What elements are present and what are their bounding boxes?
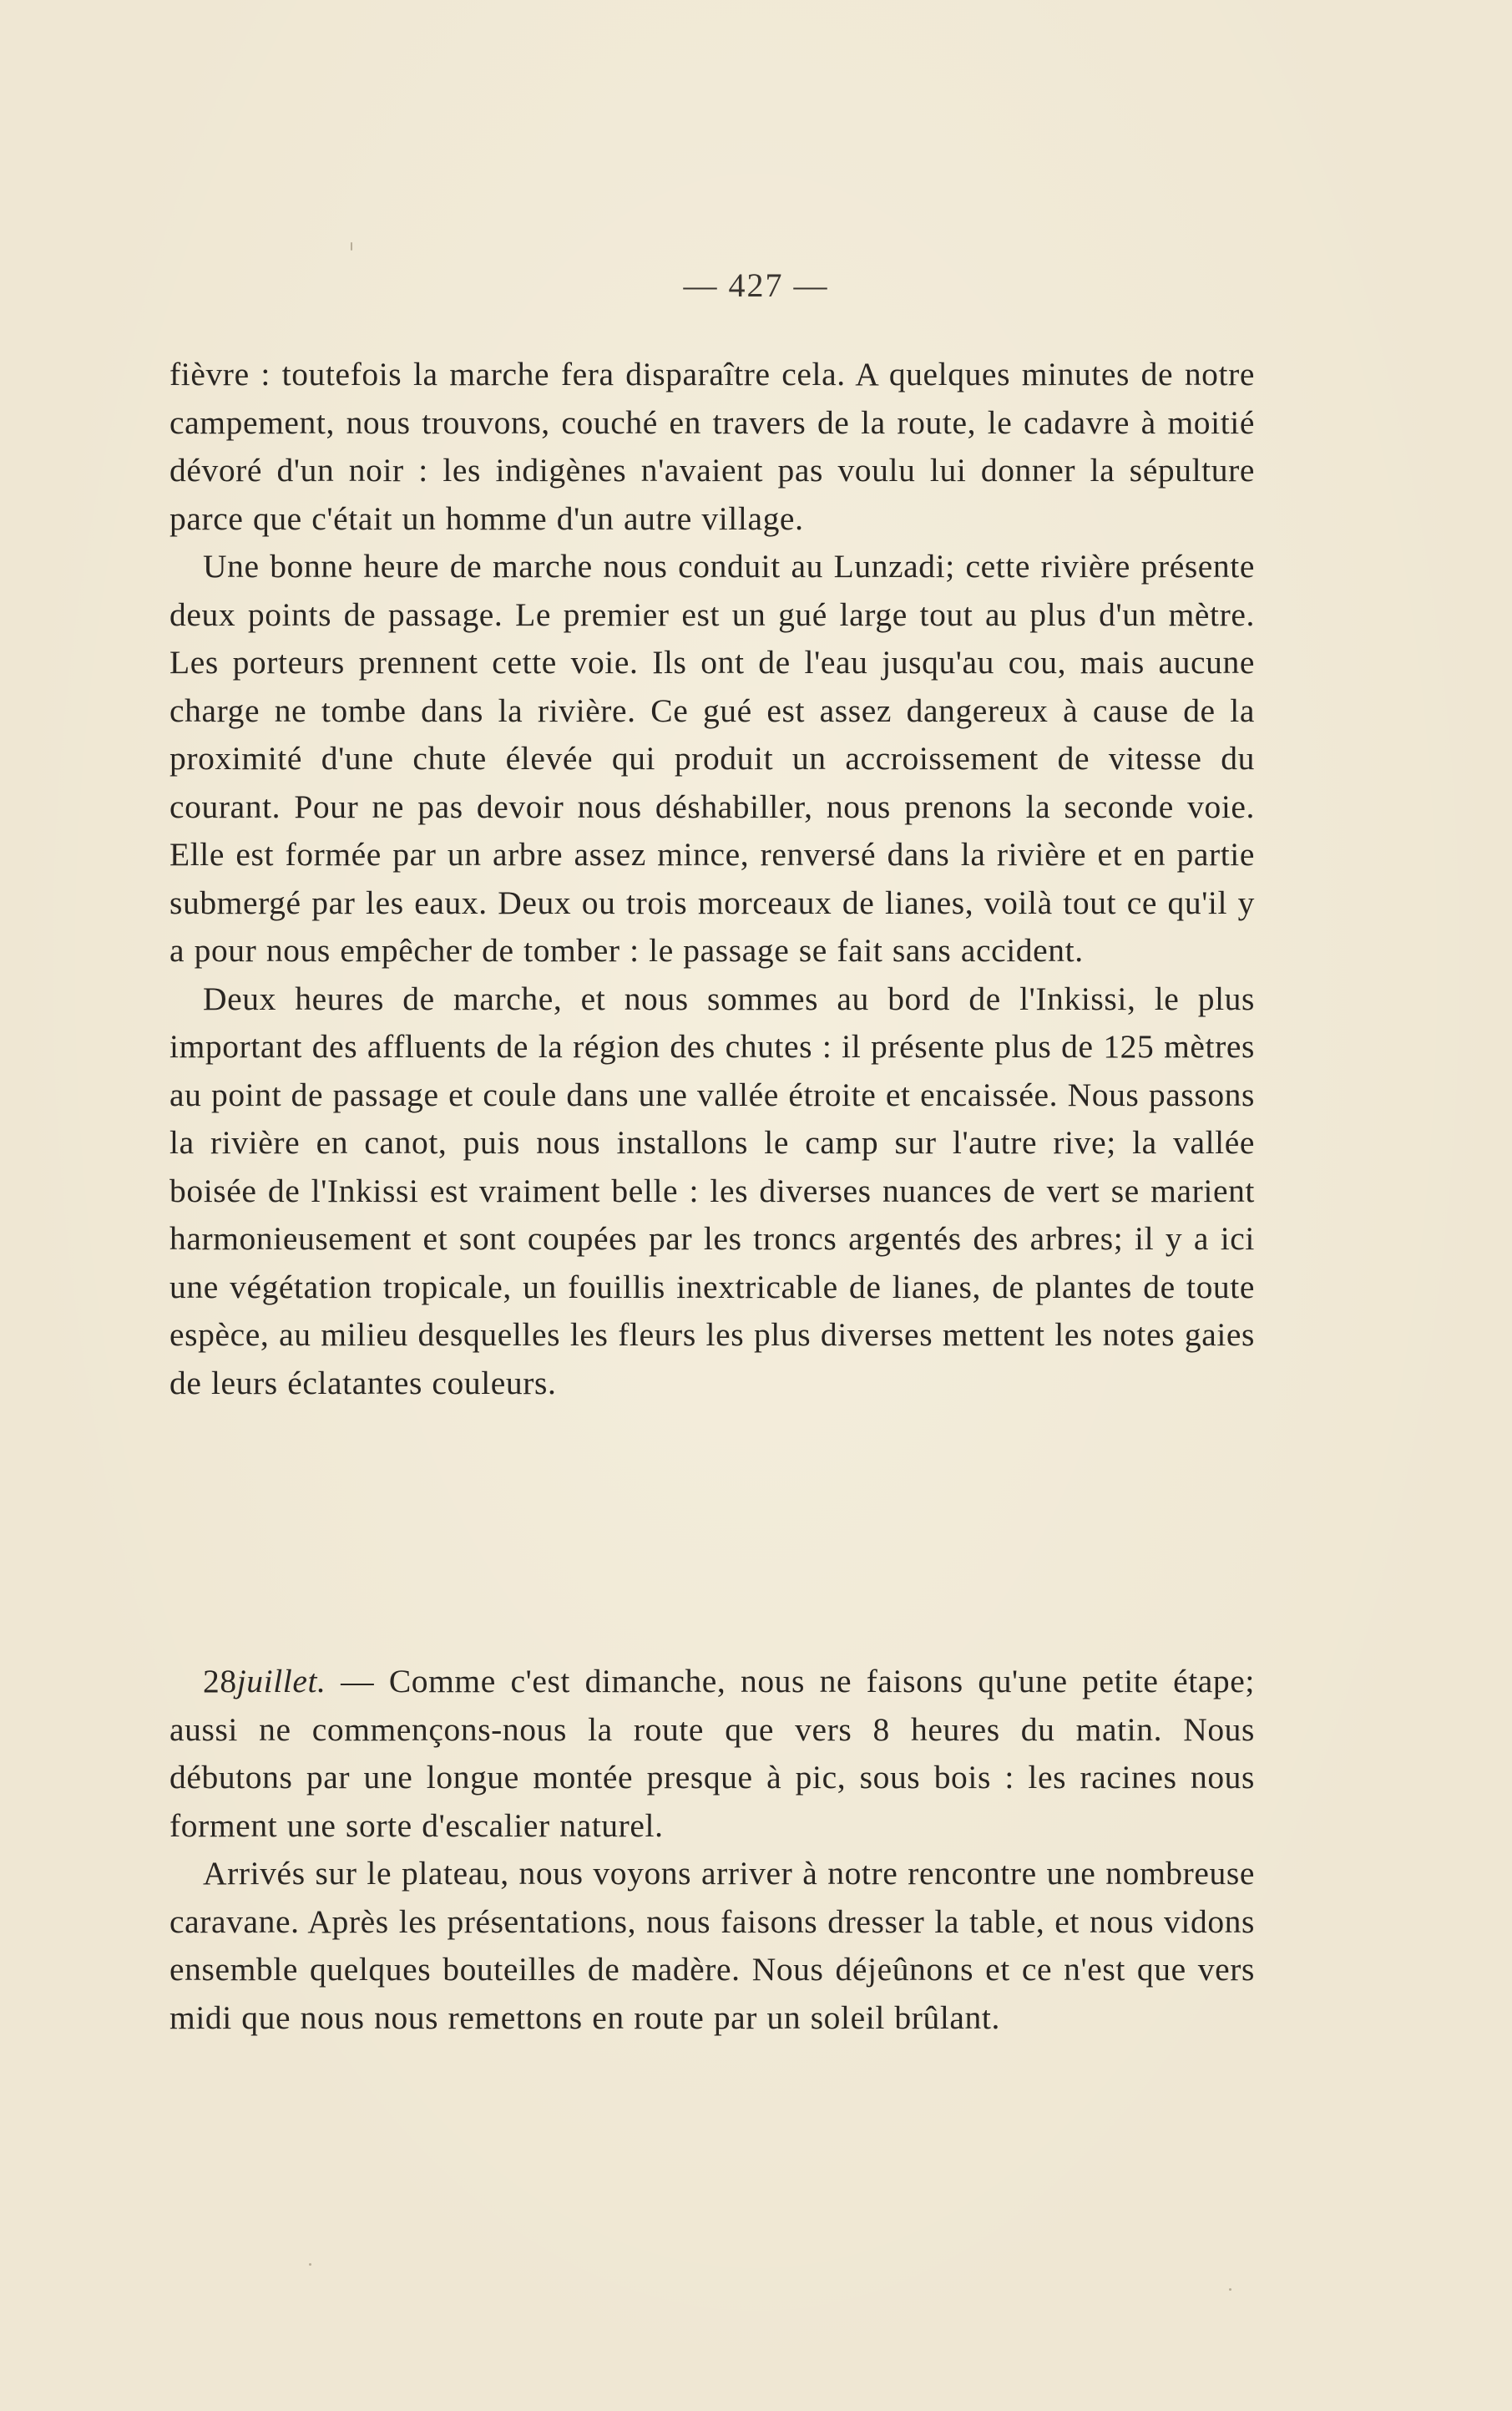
paragraph-inkissi: Deux heures de marche, et nous sommes au bord de l'Inkissi, le plus important des affluents de la région des chutes : il présente plus de 125 mètres au point de passage et coule dans une vallée étroite et encaissée. Nous passons la rivière en canot, puis nous installons le camp sur l'autre rive; la vallée boisée de l'Inkissi est vraiment belle : les diverses nuances de vert se marient harmonieusement et sont coupées par les troncs argentés des arbres; il y a ici une végétation tropicale, un fouillis inextricable de lianes, de plantes de toute espèce, au milieu desquelles les fleurs les plus diverses mettent les notes gaies de leurs éclatantes couleurs. [169, 980, 1255, 1401]
paragraph-continuation: fièvre : toutefois la marche fera disparaître cela. A quelques minutes de notre campement, nous trouvons, couché en travers de la route, le cadavre à moitié dévoré d'un noir : les indigènes n'avaient pas voulu lui donner la sépulture parce que c'était un homme d'un autre village. [169, 356, 1255, 537]
date-month: juillet. [236, 1663, 326, 1699]
paragraph-lunzadi: Une bonne heure de marche nous conduit au Lunzadi; cette rivière présente deux points de passage. Le premier est un gué large tout au plus d'un mètre. Les porteurs prennent cette voie. Ils ont de l'eau jusqu'au cou, mais aucune charge ne tombe dans la rivière. Ce gué est assez dangereux à cause de la proximité d'une chute élevée qui produit un accroissement de vitesse du courant. Pour ne pas devoir nous déshabiller, nous prenons la seconde voie. Elle est formée par un arbre assez mince, renversé dans la rivière et en partie submergé par les eaux. Deux ou trois morceaux de lianes, voilà tout ce qu'il y a pour nous empêcher de tomber : le passage se fait sans accident. [169, 548, 1255, 969]
page-number: — 427 — [683, 266, 829, 304]
paper-speck [1229, 2288, 1231, 2291]
text-block-1 [169, 351, 1255, 1407]
text-block-2 [169, 1658, 1255, 2042]
paper-speck [351, 242, 352, 251]
date-number: 28 [203, 1663, 237, 1699]
date-dash: — [326, 1663, 389, 1699]
paragraph-28-juillet-text: Comme c'est dimanche, nous ne faisons qu'une petite étape; aussi ne commençons-nous la route que vers 8 heures du matin. Nous débutons par une longue montée presque à pic, sous bois : les racines nous forment une sorte d'escalier naturel. [169, 1663, 1255, 1844]
paragraph-28-juillet [169, 1658, 1255, 1850]
paper-speck [309, 2263, 311, 2266]
paragraph-plateau: Arrivés sur le plateau, nous voyons arriver à notre rencontre une nombreuse caravane. Après les présentations, nous faisons dresser la table, et nous vidons ensemble quelques bouteilles de madère. Nous déjeûnons et ce n'est que vers midi que nous nous remettons en route par un soleil brûlant. [169, 1855, 1255, 2036]
